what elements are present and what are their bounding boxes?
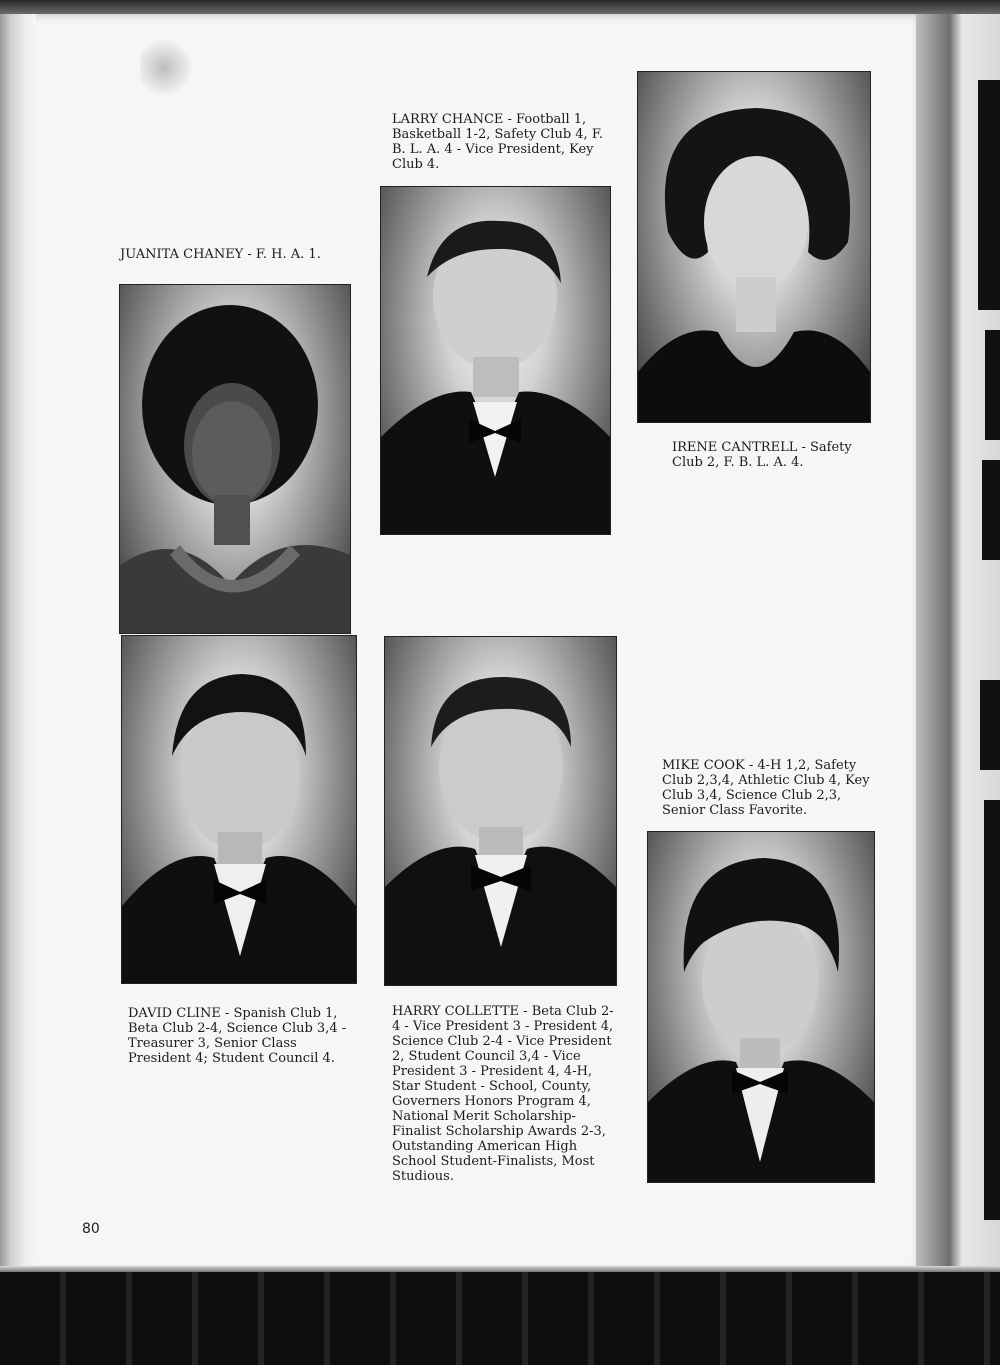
portrait-mike-cook	[648, 832, 874, 1182]
page-number: 80	[82, 1221, 100, 1237]
portrait-harry-collette	[385, 637, 616, 985]
portrait-irene-cantrell	[638, 72, 870, 422]
caption-mike-cook: MIKE COOK - 4-H 1,2, Safety Club 2,3,4, Athletic Club 4, Key Club 3,4, Science Club 2,3, Senior Class Favorite.	[662, 758, 870, 818]
caption-juanita-chaney: JUANITA CHANEY - F. H. A. 1.	[120, 247, 321, 262]
page-smudge	[140, 40, 200, 95]
page-spine-shadow	[0, 14, 36, 1272]
scan-top-edge	[0, 0, 1000, 14]
caption-irene-cantrell: IRENE CANTRELL - Safety Club 2, F. B. L. A. 4.	[672, 440, 852, 470]
caption-larry-chance: LARRY CHANCE - Football 1, Basketball 1-2, Safety Club 4, F. B. L. A. 4 - Vice President, Key Club 4.	[392, 112, 603, 172]
portrait-larry-chance	[381, 187, 610, 534]
portrait-david-cline	[122, 636, 356, 983]
portrait-juanita-chaney	[120, 285, 350, 633]
caption-harry-collette: HARRY COLLETTE - Beta Club 2-4 - Vice President 3 - President 4, Science Club 2-4 - Vice President 2, Student Council 3,4 - Vice President 3 - President 4, 4-H, Star Student - School, County, Governers Honors Program 4, National Merit Scholarship-Finalist Scholarship Awards 2-3, Outstanding American High School Student-Finalists, Most Studious.	[392, 1004, 614, 1184]
caption-david-cline: DAVID CLINE - Spanish Club 1, Beta Club 2-4, Science Club 3,4 - Treasurer 3, Senior Class President 4; Student Council 4.	[128, 1006, 347, 1066]
scan-bottom-strip	[0, 1272, 1000, 1365]
